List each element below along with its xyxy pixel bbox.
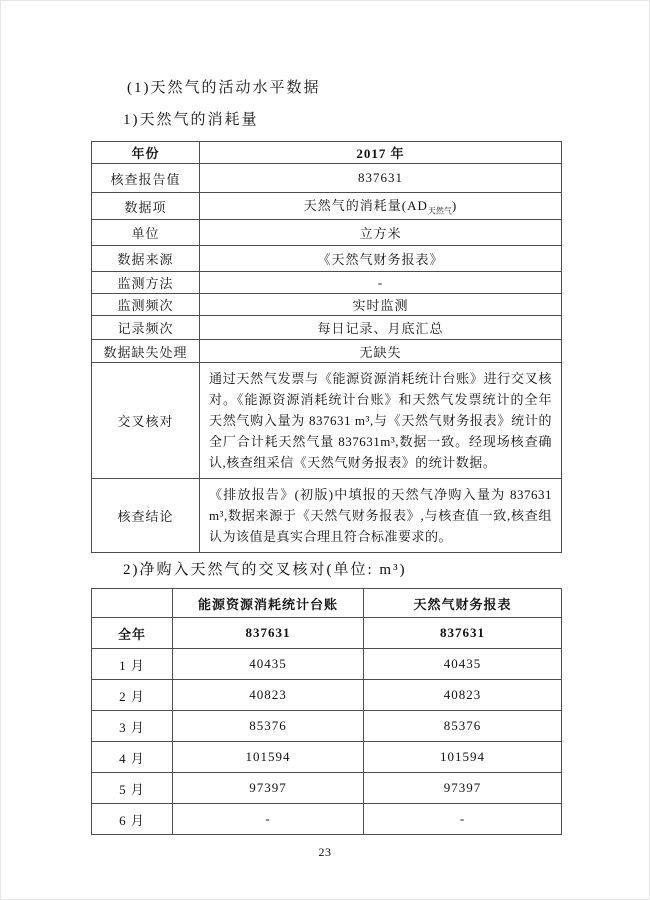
- row-value: 无缺失: [200, 340, 562, 363]
- row-label: 数据缺失处理: [92, 340, 200, 363]
- subsection1-heading: 1)天然气的消耗量: [123, 112, 259, 128]
- report-value: 101594: [364, 742, 562, 773]
- table-header-row: [92, 589, 562, 618]
- row-value: 每日记录、月底汇总: [200, 316, 562, 340]
- report-value: 40823: [364, 680, 562, 711]
- table-row: [92, 479, 562, 553]
- verification-conclusion-paragraph: 《排放报告》(初版)中填报的天然气净购入量为 837631 m³,数据来源于《天然气财务报表》,与核查值一致,核查组认为该值是真实合理且符合标准要求的。: [200, 479, 562, 553]
- report-value: 837631: [364, 618, 562, 649]
- ledger-value: 837631: [173, 618, 364, 649]
- period-cell: 1 月: [92, 649, 173, 680]
- table-row: [92, 316, 562, 340]
- monthly-crosscheck-table: [91, 588, 562, 835]
- table-row: [92, 164, 562, 193]
- table-row: [92, 363, 562, 479]
- row-label: 年份: [92, 142, 200, 164]
- table-row: [92, 142, 562, 164]
- period-cell: 2 月: [92, 680, 173, 711]
- ledger-value: 101594: [173, 742, 364, 773]
- table-row: [92, 294, 562, 316]
- row-value: 实时监测: [200, 294, 562, 316]
- ledger-value: 85376: [173, 711, 364, 742]
- table-row: [92, 193, 562, 220]
- row-label: 数据来源: [92, 246, 200, 272]
- table-row: [92, 773, 562, 804]
- data-item-prefix: 天然气的消耗量(AD: [303, 198, 428, 214]
- page-number: 23: [318, 845, 332, 859]
- ledger-value: 40435: [173, 649, 364, 680]
- row-label: 核查结论: [92, 479, 200, 553]
- table-row: [92, 680, 562, 711]
- ledger-value: -: [173, 804, 364, 835]
- period-cell: 3 月: [92, 711, 173, 742]
- period-cell: 6 月: [92, 804, 173, 835]
- row-label: 记录频次: [92, 316, 200, 340]
- period-cell: 5 月: [92, 773, 173, 804]
- row-value: 立方米: [200, 220, 562, 246]
- report-value: 40435: [364, 649, 562, 680]
- table-row: [92, 711, 562, 742]
- data-item-subscript: 天然气: [427, 206, 452, 216]
- row-value: 《天然气财务报表》: [200, 246, 562, 272]
- table-row: [92, 340, 562, 363]
- table-row: [92, 618, 562, 649]
- header-report: 天然气财务报表: [364, 589, 562, 618]
- row-label: 监测频次: [92, 294, 200, 316]
- ledger-value: 97397: [173, 773, 364, 804]
- row-value: -: [200, 272, 562, 294]
- period-cell: 4 月: [92, 742, 173, 773]
- table-row: [92, 246, 562, 272]
- report-value: 97397: [364, 773, 562, 804]
- report-value: -: [364, 804, 562, 835]
- row-label: 单位: [92, 220, 200, 246]
- subsection2-heading: 2)净购入天然气的交叉核对(单位: m³): [123, 562, 407, 578]
- period-cell: 全年: [92, 618, 173, 649]
- section-heading: (1)天然气的活动水平数据: [127, 80, 321, 96]
- table-row: [92, 649, 562, 680]
- data-item-suffix: ): [451, 198, 458, 214]
- ledger-value: 40823: [173, 680, 364, 711]
- row-value: 837631: [200, 164, 562, 193]
- gas-consumption-table: [91, 141, 562, 553]
- header-blank: [92, 589, 173, 618]
- row-label: 监测方法: [92, 272, 200, 294]
- table-row: [92, 804, 562, 835]
- table-row: [92, 272, 562, 294]
- table-row: [92, 742, 562, 773]
- row-value: [200, 193, 562, 220]
- cross-check-paragraph: 通过天然气发票与《能源资源消耗统计台账》进行交叉核对。《能源资源消耗统计台账》和天然气发票统计的全年天然气购入量为 837631 m³,与《天然气财务报表》统计的全厂合计耗天然气量 837631m³,数据一致。经现场核查确认,核查组采信《天然气财务报表》的统计数据。: [200, 363, 562, 479]
- row-value: 2017 年: [200, 142, 562, 164]
- table-row: [92, 220, 562, 246]
- header-ledger: 能源资源消耗统计台账: [173, 589, 364, 618]
- report-value: 85376: [364, 711, 562, 742]
- row-label: 数据项: [92, 193, 200, 220]
- row-label: 核查报告值: [92, 164, 200, 193]
- row-label: 交叉核对: [92, 363, 200, 479]
- page-content: [1, 1, 649, 835]
